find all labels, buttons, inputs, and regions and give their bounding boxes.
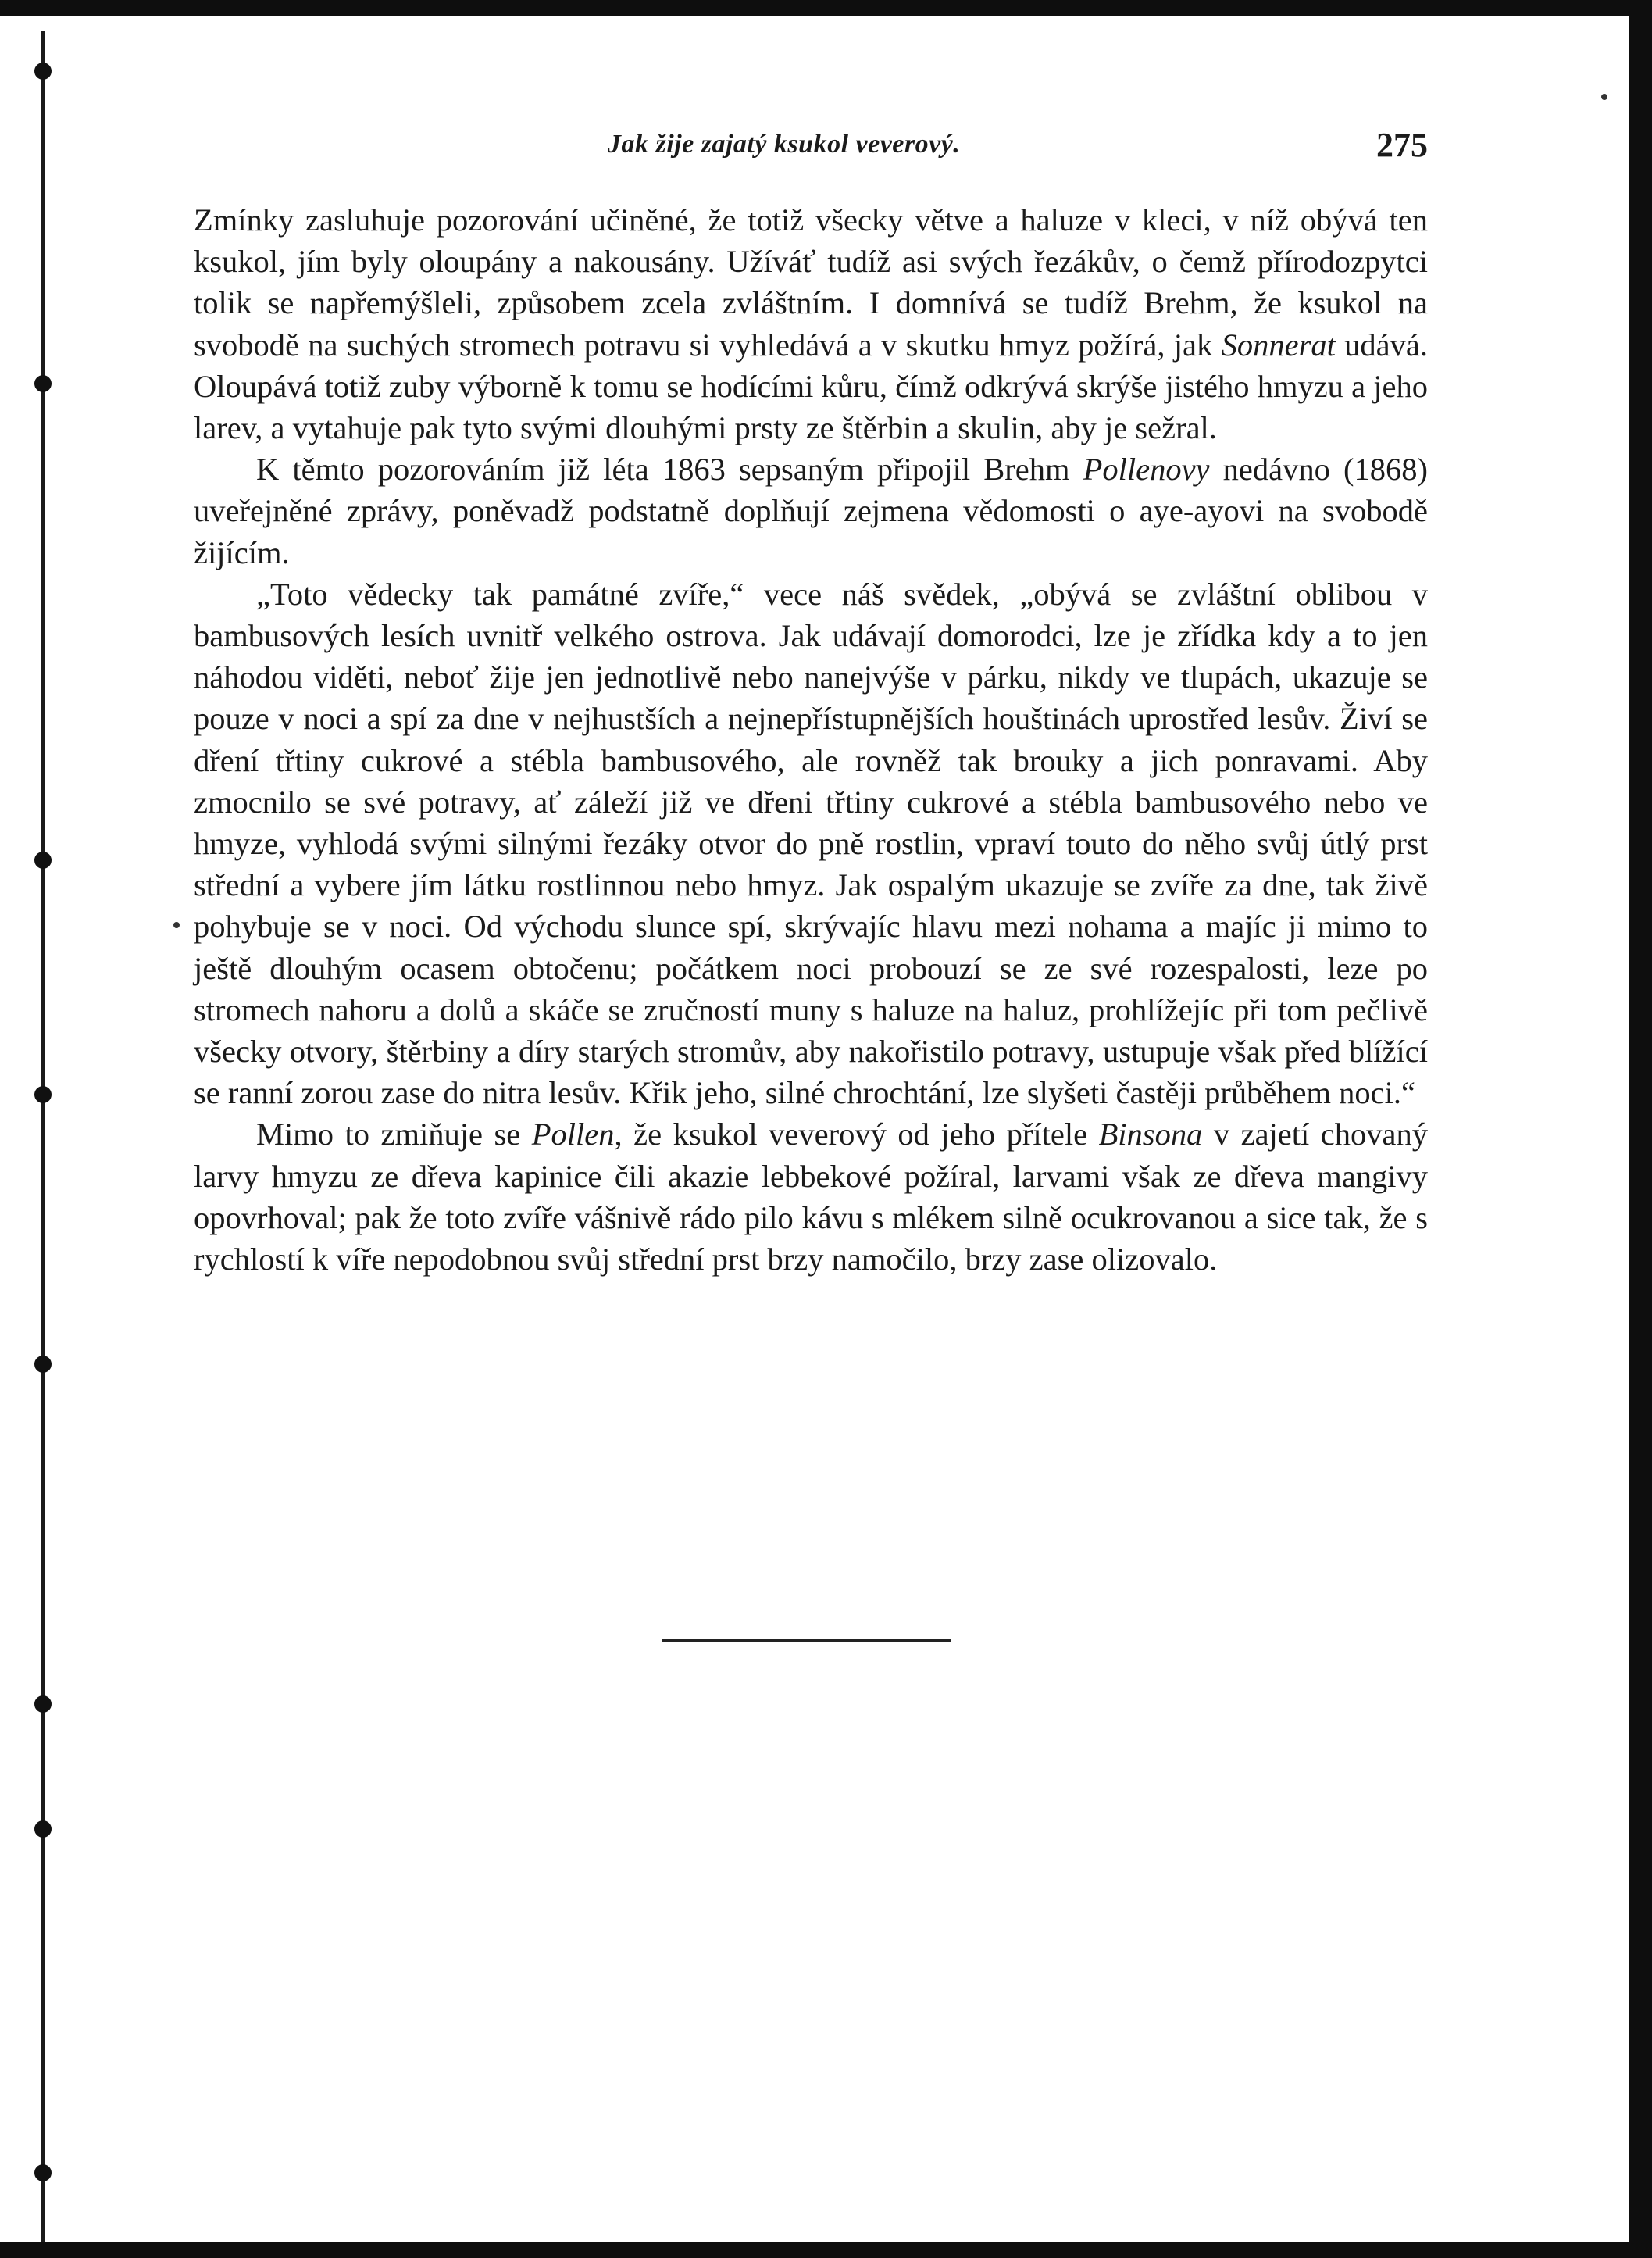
binding-mark [34,1356,52,1373]
binding-mark [34,1086,52,1103]
binding-mark [34,1820,52,1838]
paragraph-text: „Toto vědecky tak památné zvíře,“ vece náš svědek, „obývá se zvláštní oblibou v bambusových lesích uvnitř velkého ostrova. Jak udávají domorodci, lze je zřídka kdy a to jen náhodou viděti, neboť žije jen jednotlivě nebo nanejvýše v párku, nikdy ve tlupách, ukazuje se pouze v noci a spí za dne v nejhustších a nejnepřístupnějších houštinách uprostřed lesův. Živí se dření třtiny cukrové a stébla bambusového, ale rovněž tak brouky a jich ponravami. Aby zmocnilo se své potravy, ať záleží již ve dřeni třtiny cukrové a stébla bambusového nebo ve hmyze, vyhlodá svými silnými řezáky otvor do pně rostlin, vpraví touto do něho svůj útlý prst střední a vybere jím látku rostlinnou nebo hmyz. Jak ospalým ukazuje se zvíře za dne, tak živě pohybuje se v noci. Od východu slunce spí, skrývajíc hlavu mezi nohama a majíc ji mimo to ještě dlouhým ocasem obtočenu; počátkem noci probouzí se ze své rozespalosti, leze po stromech nahoru a dolů a skáče se zručností muny s haluze na haluz, prohlížejíc při tom pečlivě všecky otvory, štěrbiny a díry starých stromův, aby nakořistilo potravy, ustupuje však před blížící se ranní zorou zase do nitra lesův. Křik jeho, silné chrochtání, lze slyšeti častěji průběhem noci.“ [194,576,1428,1111]
paragraph-text: Zmínky zasluhuje pozorování učiněné, že totiž všecky větve a haluze v kleci, v níž obývá ten ksukol, jím byly oloupány a nakousány. Užíváť tudíž asi svých řezákův, o čemž přírodozpytci tolik se napřemýšleli, způsobem zcela zvláštním. I domnívá se tudíž Brehm, že ksukol na svobodě na suchých stromech potravu si vyhledává a v skutku hmyz požírá, jak [194,202,1428,363]
italic-name: Pollen [531,1116,615,1152]
running-head [194,125,1428,172]
binding-mark [34,1695,52,1713]
paragraph-4 [194,1113,1428,1280]
paragraph-3 [194,573,1428,1114]
paragraph-text: v zajetí chovaný larvy hmyzu ze dřeva kapinice čili akazie lebbekové požíral, larvami však ze dřeva mangivy opovrhoval; pak že toto zvíře vášnivě rádo pilo kávu s mlékem silně ocukrovanou a sice tak, že s rychlostí k víře nepodobnou svůj střední prst brzy namočilo, brzy zase olizovalo. [194,1116,1429,1277]
running-head-title: Jak žije zajatý ksukol veverový. [608,130,961,159]
binding-mark [34,852,52,869]
paragraph-text: K těmto pozorováním již léta 1863 sepsaným připojil Brehm [256,452,1083,488]
scan-bottom-border [0,2242,1652,2258]
binding-edge [41,31,45,2242]
binding-mark [34,2164,52,2181]
italic-name: Pollenovy [1083,452,1210,488]
binding-mark [34,63,52,80]
speck [1601,94,1607,100]
paragraph-text: nedávno (1868) uveřejněné zprávy, poněvadž podstatně doplňují zejmena vědomosti o aye-ayovi na svobodě žijícím. [194,452,1428,570]
italic-name: Binsona [1098,1116,1203,1152]
page-number: 275 [1376,126,1428,164]
binding-mark [34,375,52,392]
scan-right-border [1629,0,1652,2258]
section-end-rule [662,1639,951,1642]
scan-top-border [0,0,1652,16]
paragraph-1 [194,199,1428,448]
paragraph-text: , že ksukol veverový od jeho přítele [614,1116,1099,1152]
italic-name: Sonnerat [1221,327,1336,363]
paragraph-2 [194,448,1428,573]
paragraph-text: Mimo to zmiňuje se [256,1116,532,1152]
body-text [194,199,1428,1280]
paragraph-text: udává. Oloupává totiž zuby výborně k tomu se hodícími kůru, čímž odkrývá skrýše jistého hmyzu a jeho larev, a vytahuje pak tyto svými dlouhými prsty ze štěrbin a skulin, aby je sežral. [194,327,1428,446]
speck [173,922,180,928]
